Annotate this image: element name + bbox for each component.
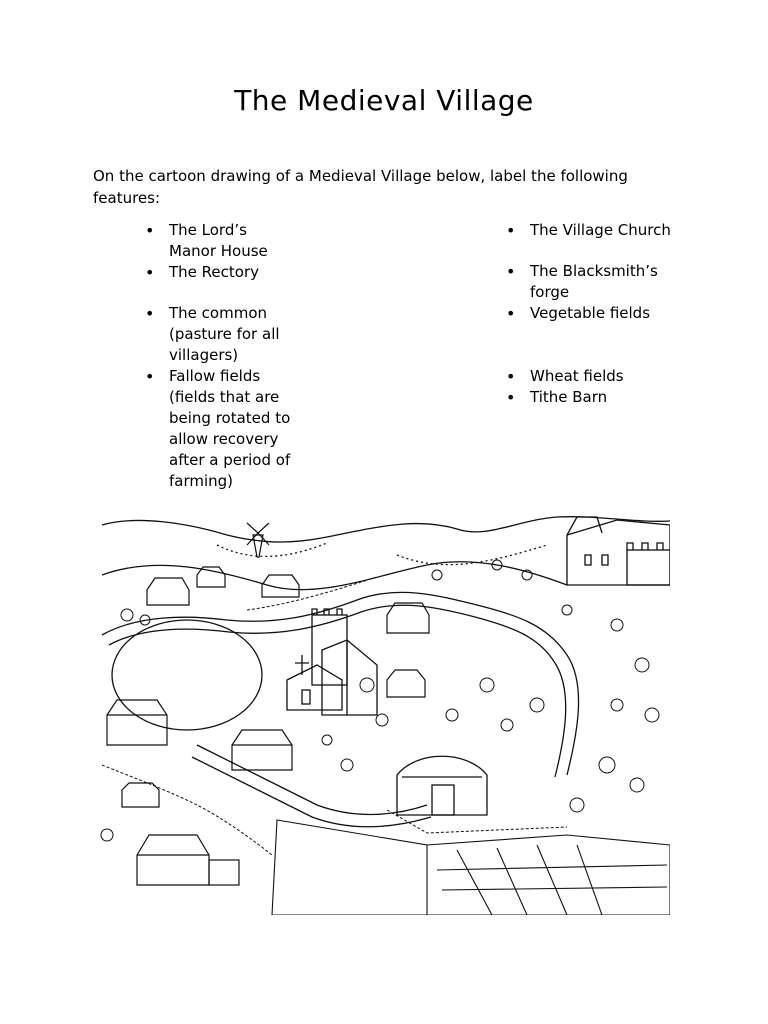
manor-house bbox=[567, 517, 670, 585]
cottage bbox=[232, 730, 292, 770]
common-field bbox=[112, 620, 262, 730]
list-item: • The common (pasture for all villagers) bbox=[145, 303, 295, 366]
tithe-barn bbox=[397, 756, 487, 815]
farm-fields bbox=[272, 820, 670, 915]
feature-list-left bbox=[145, 220, 295, 492]
cottage bbox=[122, 783, 159, 807]
cottage bbox=[147, 567, 299, 605]
list-item: • The Rectory bbox=[145, 262, 295, 283]
list-item: • Fallow fields (fields that are being rotated to allow recovery after a period of farming) bbox=[145, 366, 295, 492]
road bbox=[109, 605, 566, 777]
road bbox=[192, 757, 431, 827]
cottage bbox=[107, 700, 167, 745]
list-item: • The Village Church bbox=[506, 220, 686, 241]
list-item: • Vegetable fields bbox=[506, 303, 686, 324]
list-item: • Wheat fields bbox=[506, 366, 686, 387]
cottage bbox=[387, 603, 429, 633]
hill-outline bbox=[217, 543, 327, 556]
list-item: • The Lord’s Manor House bbox=[145, 220, 295, 262]
feature-list-right bbox=[506, 220, 686, 408]
trees bbox=[101, 560, 659, 841]
hill-outline bbox=[102, 562, 567, 590]
church bbox=[287, 609, 377, 715]
walls bbox=[102, 577, 567, 855]
village-drawing bbox=[97, 515, 670, 915]
list-item: • The Blacksmith’s forge bbox=[506, 261, 686, 303]
instructions-text: On the cartoon drawing of a Medieval Village below, label the following features: bbox=[93, 167, 628, 207]
cottage bbox=[137, 835, 239, 885]
cottage bbox=[387, 670, 425, 697]
list-item: • Tithe Barn bbox=[506, 387, 686, 408]
page-title: The Medieval Village bbox=[234, 84, 534, 117]
